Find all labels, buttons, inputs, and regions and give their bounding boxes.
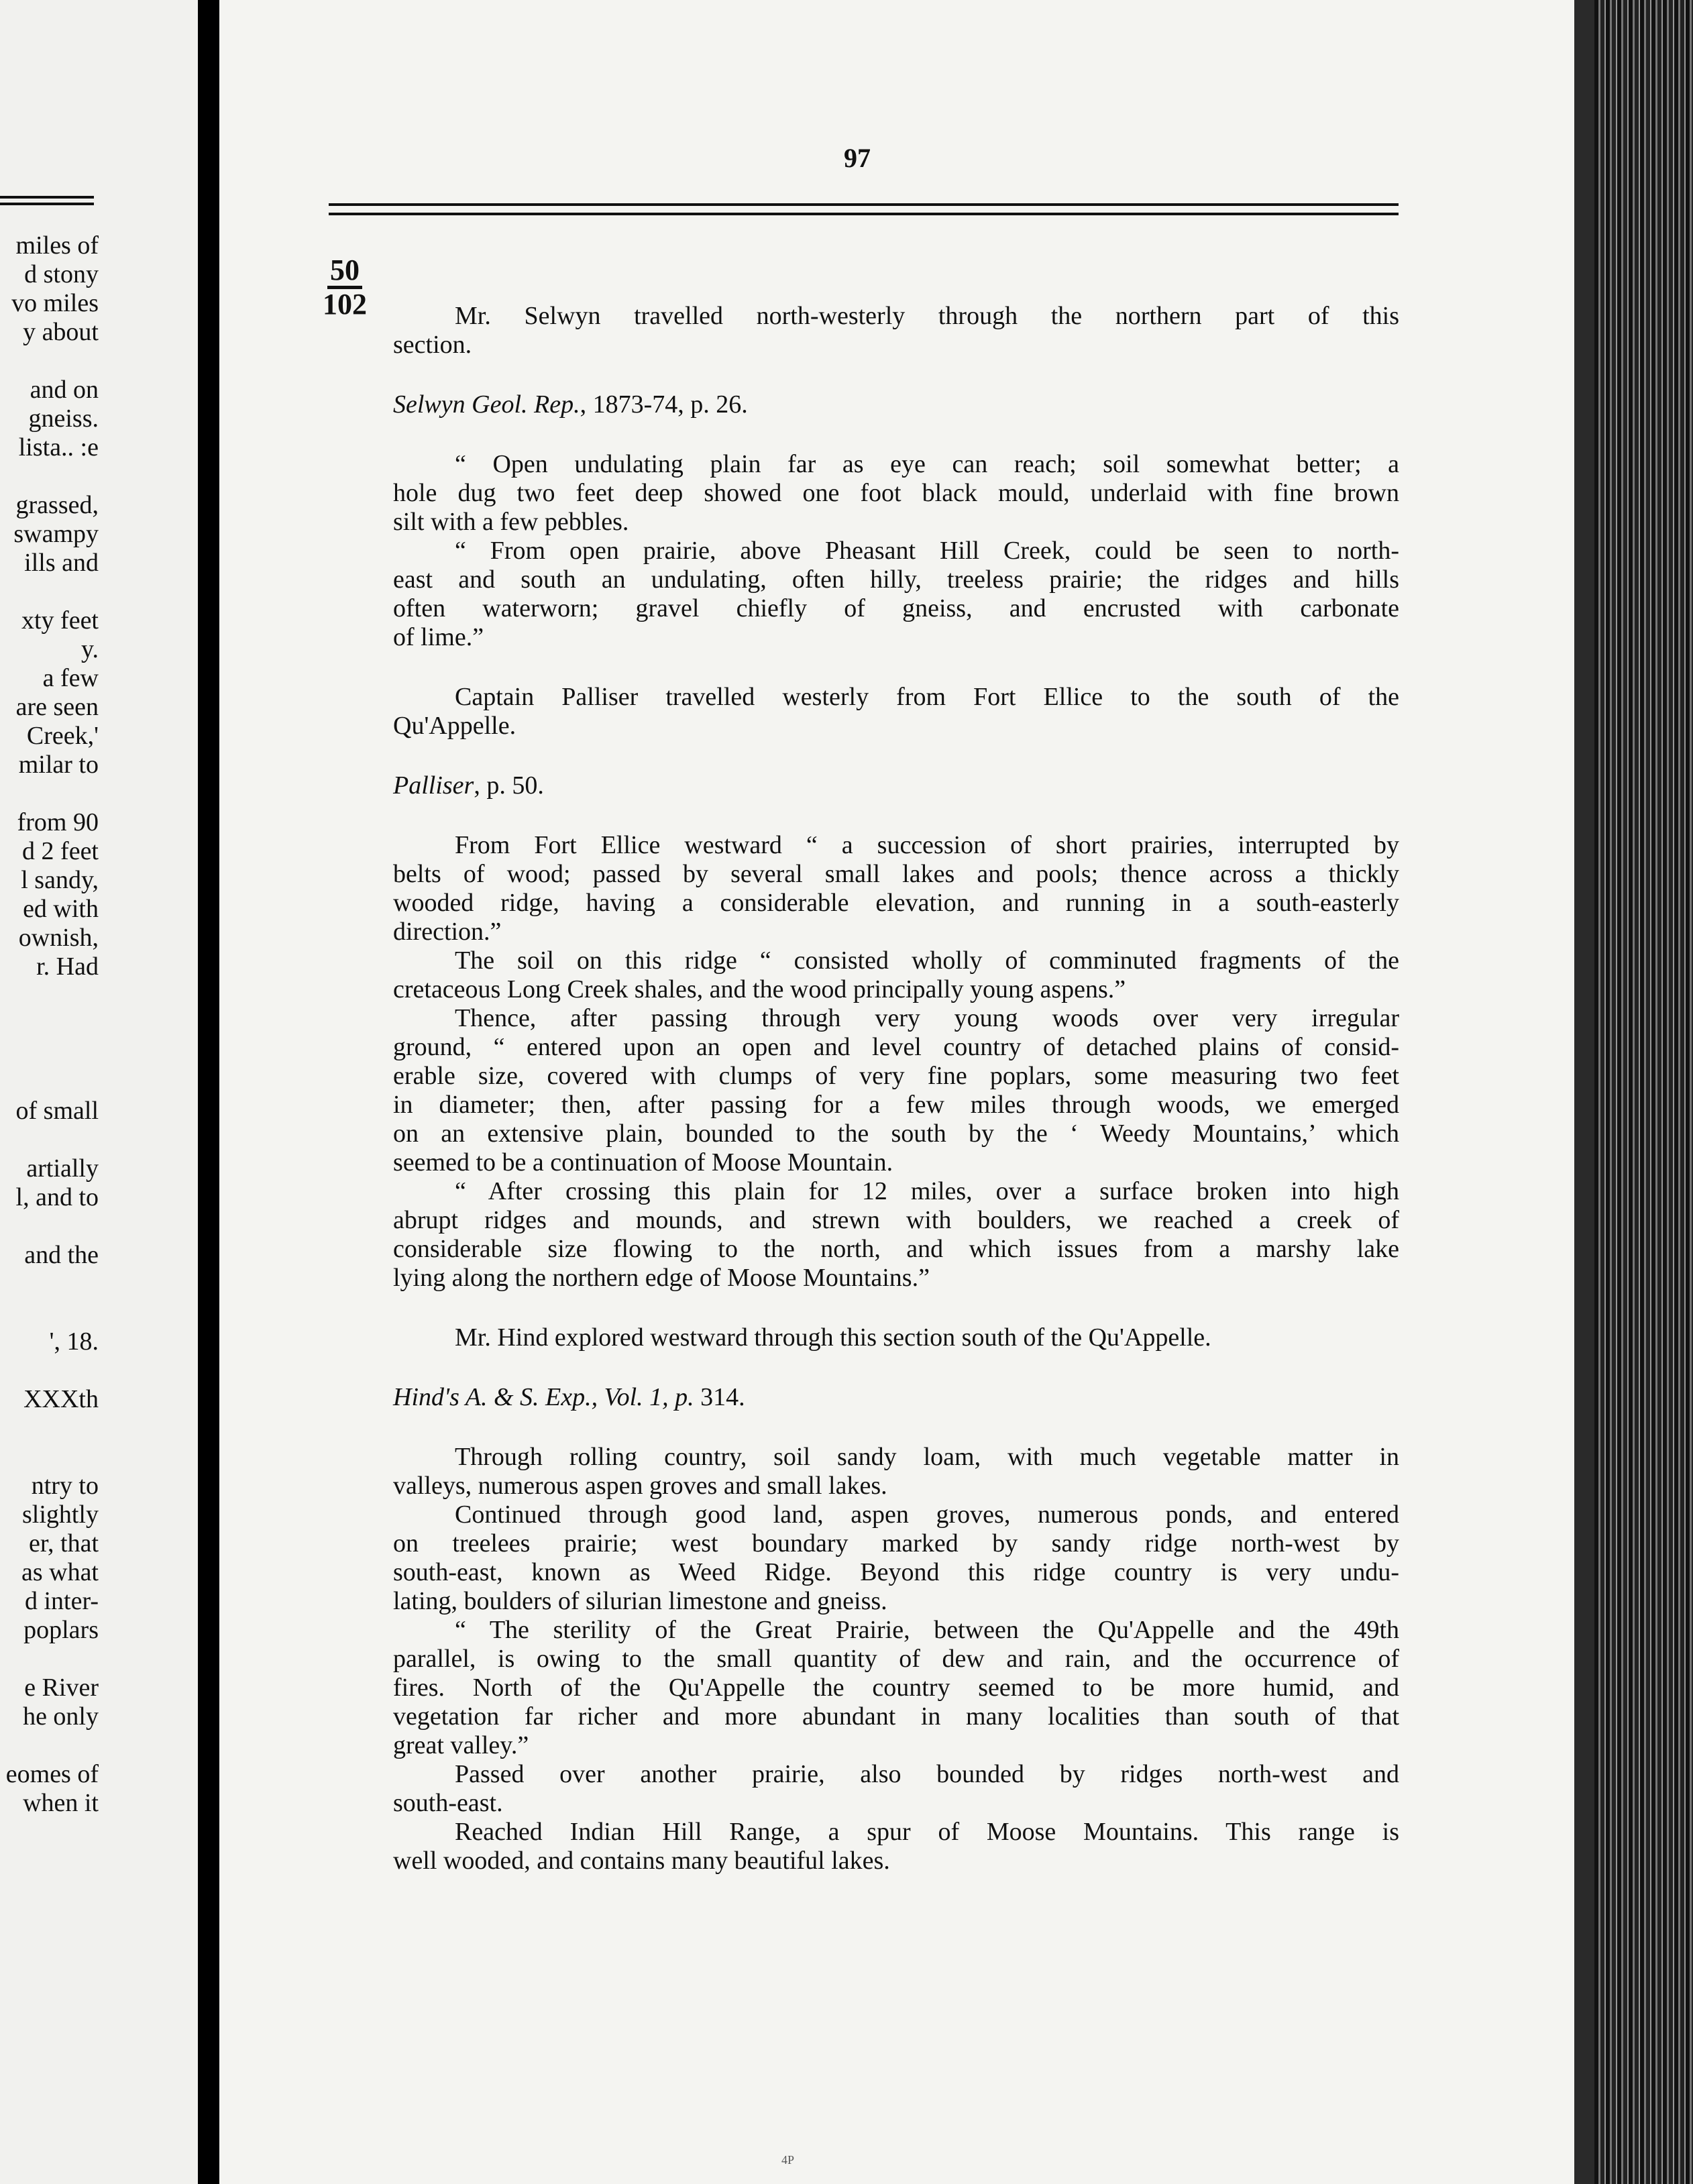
left-text-line: er, that: [29, 1529, 99, 1558]
left-text-line: he only: [23, 1702, 99, 1731]
text-line: considerable size flowing to the north, and which issues from a marshy lake: [393, 1235, 1399, 1263]
left-text-line: [0, 1443, 99, 1472]
left-text-line: [0, 1068, 99, 1097]
text-line: Captain Palliser travelled westerly from Fort Ellice to the south of the: [455, 683, 1399, 711]
text-line: hole dug two feet deep showed one foot black mould, underlaid with fine brown: [393, 479, 1399, 507]
paragraph-hind: [393, 1323, 1399, 1352]
quote-crossing-plain: [393, 1177, 1399, 1293]
margin-reference-bottom: 102: [323, 288, 367, 321]
left-text-line: of small: [15, 1097, 99, 1125]
page-body: [393, 302, 1399, 1875]
text-line: “ Open undulating plain far as eye can reach; soil somewhat better; a: [455, 450, 1399, 478]
page-number: 97: [844, 143, 871, 173]
left-text-line: [0, 981, 99, 1010]
quote-ridge-soil: [393, 946, 1399, 1004]
left-text-line: Creek,': [26, 722, 99, 750]
left-text-line: [0, 1414, 99, 1443]
left-text-line: slightly: [21, 1500, 99, 1529]
text-line: silt with a few pebbles.: [393, 508, 629, 536]
text-line: Reached Indian Hill Range, a spur of Moose Mountains. This range is: [455, 1818, 1399, 1846]
text-line: vegetation far richer and more abundant in many localities than south of that: [393, 1702, 1399, 1731]
left-text-line: and the: [24, 1241, 99, 1269]
paragraph-indian-hill: [393, 1818, 1399, 1875]
left-text-line: ownish,: [18, 924, 99, 952]
left-text-line: [0, 1126, 99, 1154]
left-text-line: xty feet: [21, 606, 99, 635]
text-line: of lime.”: [393, 623, 484, 651]
left-text-line: d inter-: [24, 1587, 99, 1615]
left-text-line: and on: [30, 376, 99, 404]
text-line: Continued through good land, aspen groves, numerous ponds, and entered: [455, 1500, 1399, 1529]
left-text-line: [0, 1299, 99, 1327]
text-line: on an extensive plain, bounded to the south by the ‘ Weedy Mountains,’ which: [393, 1120, 1399, 1148]
text-line: “ The sterility of the Great Prairie, between the Qu'Appelle and the 49th: [455, 1616, 1399, 1644]
text-line: seemed to be a continuation of Moose Mountain.: [393, 1148, 893, 1177]
paragraph-rolling-country: [393, 1443, 1399, 1500]
text-line: section.: [393, 331, 472, 359]
left-text-line: l, and to: [15, 1183, 99, 1211]
left-text-line: e River: [24, 1674, 99, 1702]
left-text-line: XXXth: [23, 1385, 99, 1413]
text-line: fires. North of the Qu'Appelle the country seemed to be more humid, and: [393, 1674, 1399, 1702]
left-text-line: [0, 1270, 99, 1299]
text-line: erable size, covered with clumps of very fine poplars, some measuring two feet: [393, 1062, 1399, 1090]
left-text-line: are seen: [15, 693, 99, 721]
book-gutter: [198, 0, 219, 2184]
text-line: cretaceous Long Creek shales, and the wood principally young aspens.”: [393, 975, 1126, 1003]
left-text-line: ', 18.: [49, 1327, 99, 1356]
left-text-line: from 90: [17, 808, 99, 836]
left-text-line: ills and: [24, 549, 99, 577]
page-edge-shadow: [1574, 0, 1594, 2184]
left-page: [0, 0, 198, 2184]
left-text-line: l sandy,: [21, 866, 99, 894]
left-text-line: lista.. :e: [18, 433, 99, 461]
citation-hind: Hind's A. & S. Exp., Vol. 1, p. 314.: [393, 1383, 745, 1411]
left-text-line: [0, 578, 99, 606]
left-text-line: [0, 779, 99, 808]
text-line: Mr. Hind explored westward through this section south of the Qu'Appelle.: [455, 1323, 1211, 1352]
left-text-line: a few: [42, 664, 99, 692]
left-text-line: ntry to: [31, 1472, 99, 1500]
left-text-line: y about: [23, 318, 99, 346]
citation-selwyn: Selwyn Geol. Rep., 1873-74, p. 26.: [393, 390, 748, 419]
text-line: belts of wood; passed by several small lakes and pools; thence across a thickly: [393, 860, 1399, 888]
left-text-line: [0, 1039, 99, 1068]
paragraph-good-land: [393, 1500, 1399, 1616]
left-header-rule: [0, 196, 94, 205]
left-text-line: r. Had: [36, 952, 99, 981]
text-line: great valley.”: [393, 1731, 529, 1759]
left-text-line: artially: [26, 1154, 99, 1183]
text-line: “ From open prairie, above Pheasant Hill Creek, could be seen to north-: [455, 537, 1399, 565]
text-line: Passed over another prairie, also bounded by ridges north-west and: [455, 1760, 1399, 1788]
text-line: ground, “ entered upon an open and level country of detached plains of consid-: [393, 1033, 1399, 1061]
text-line: Through rolling country, soil sandy loam, with much vegetable matter in: [455, 1443, 1399, 1471]
text-line: valleys, numerous aspen groves and small lakes.: [393, 1472, 887, 1500]
left-text-line: y.: [80, 635, 99, 663]
left-text-line: when it: [23, 1789, 99, 1817]
margin-reference: [318, 255, 372, 320]
left-text-line: d 2 feet: [22, 837, 99, 865]
left-text-line: [0, 347, 99, 376]
left-text-line: [0, 462, 99, 491]
text-line: on treelees prairie; west boundary marked by sandy ridge north-west by: [393, 1529, 1399, 1558]
quote-open-plain: [393, 450, 1399, 537]
text-line: Thence, after passing through very young woods over very irregular: [455, 1004, 1399, 1032]
quote-sterility: [393, 1616, 1399, 1760]
text-line: The soil on this ridge “ consisted wholly of comminuted fragments of the: [455, 946, 1399, 975]
left-text-line: [0, 1356, 99, 1385]
text-line: wooded ridge, having a considerable elevation, and running in a south-easterly: [393, 889, 1399, 917]
text-line: south-east.: [393, 1789, 503, 1817]
text-line: “ After crossing this plain for 12 miles, over a surface broken into high: [455, 1177, 1399, 1205]
text-line: in diameter; then, after passing for a few miles through woods, we emerged: [393, 1091, 1399, 1119]
citation-palliser: Palliser, p. 50.: [393, 771, 544, 800]
paragraph-selwyn: [393, 302, 1399, 360]
left-text-line: grassed,: [15, 491, 99, 519]
footer-mark: 4P: [781, 2153, 795, 2167]
text-line: direction.”: [393, 918, 502, 946]
left-text-line: poplars: [23, 1616, 99, 1644]
text-line: abrupt ridges and mounds, and strewn with boulders, we reached a creek of: [393, 1206, 1399, 1234]
header-rule: [329, 203, 1399, 215]
text-line: lating, boulders of silurian limestone and gneiss.: [393, 1587, 887, 1615]
left-text-line: ed with: [23, 895, 99, 923]
text-line: east and south an undulating, often hilly, treeless prairie; the ridges and hills: [393, 565, 1399, 594]
text-line: From Fort Ellice westward “ a succession of short prairies, interrupted by: [455, 831, 1399, 859]
left-text-line: swampy: [13, 520, 99, 548]
quote-pheasant-hill: [393, 537, 1399, 652]
left-text-line: [0, 1212, 99, 1241]
text-line: often waterworn; gravel chiefly of gneiss, and encrusted with carbonate: [393, 594, 1399, 622]
left-text-line: gneiss.: [28, 404, 99, 433]
left-text-line: d stony: [24, 260, 99, 288]
quote-fort-ellice: [393, 831, 1399, 946]
text-line: south-east, known as Weed Ridge. Beyond this ridge country is very undu-: [393, 1558, 1399, 1586]
left-text-line: milar to: [18, 751, 99, 779]
left-text-line: [0, 1010, 99, 1039]
left-text-line: vo miles: [11, 289, 99, 317]
text-line: well wooded, and contains many beautiful lakes.: [393, 1847, 890, 1875]
page-edge-stack: [1594, 0, 1693, 2184]
text-line: parallel, is owing to the small quantity of dew and rain, and the occurrence of: [393, 1645, 1399, 1673]
left-text-line: as what: [21, 1558, 99, 1586]
left-text-line: eomes of: [5, 1760, 99, 1788]
left-page-text: [0, 231, 99, 1818]
text-line: Mr. Selwyn travelled north-westerly through the northern part of this: [455, 302, 1399, 330]
margin-reference-top: 50: [327, 255, 362, 289]
quote-young-woods: [393, 1004, 1399, 1177]
left-text-line: miles of: [15, 231, 99, 260]
paragraph-another-prairie: [393, 1760, 1399, 1818]
left-text-line: [0, 1645, 99, 1674]
text-line: Qu'Appelle.: [393, 712, 516, 740]
left-text-line: [0, 1731, 99, 1760]
paragraph-palliser: [393, 683, 1399, 741]
text-line: lying along the northern edge of Moose Mountains.”: [393, 1264, 930, 1292]
